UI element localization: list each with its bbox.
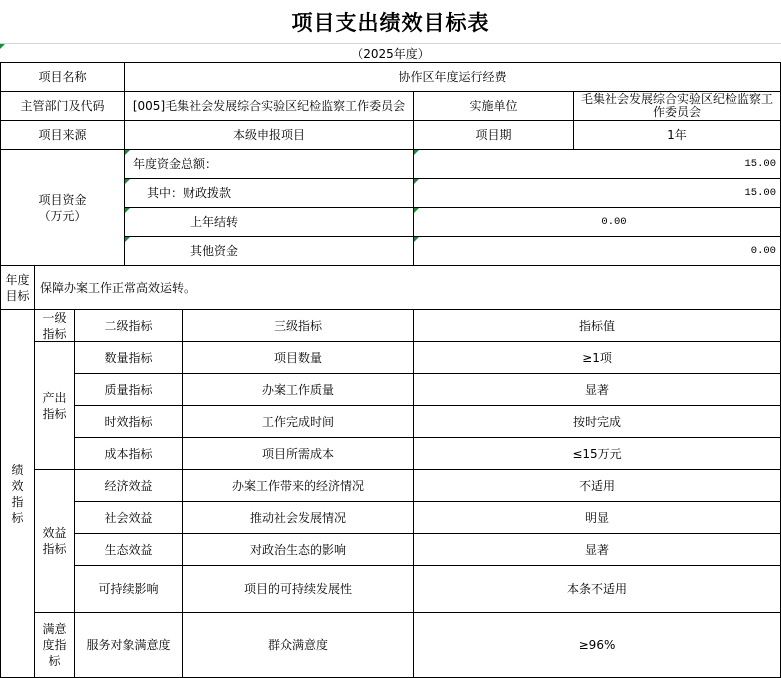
table-row-level3: 办案工作质量 <box>182 373 414 406</box>
table-row-target: ≤15万元 <box>413 437 781 470</box>
table-row-target: 显著 <box>413 533 781 566</box>
fiscal-appropriation-value: 15.00 <box>413 178 781 208</box>
table-row-target: ≥96% <box>413 612 781 678</box>
table-row-target: 不适用 <box>413 469 781 502</box>
green-triangle-icon <box>125 150 130 155</box>
fiscal-appropriation-label: 其中：财政拨款 <box>124 178 414 208</box>
green-triangle-icon <box>125 237 130 242</box>
green-triangle-icon <box>414 208 419 213</box>
table-row-level3: 工作完成时间 <box>182 405 414 438</box>
table-row-level2: 社会效益 <box>74 501 183 534</box>
group-output-label-text: 产出指标 <box>42 390 67 421</box>
header-level1 <box>34 309 75 342</box>
group-benefit-label <box>34 469 75 613</box>
implementing-unit-value: 毛集社会发展综合实验区纪检监察工作委员会 <box>573 91 781 121</box>
project-name-value: 协作区年度运行经费 <box>124 62 781 92</box>
project-period-value: 1年 <box>573 120 781 150</box>
project-funds-label <box>0 149 125 266</box>
project-source-label: 项目来源 <box>0 120 125 150</box>
table-row-target: 明显 <box>413 501 781 534</box>
page-title: 项目支出绩效目标表 <box>291 10 490 35</box>
project-source-value: 本级申报项目 <box>124 120 414 150</box>
header-level1-text: 一级指标 <box>42 310 67 341</box>
table-row-target: 本条不适用 <box>413 565 781 613</box>
annual-goal-value: 保障办案工作正常高效运转。 <box>34 265 781 310</box>
table-row-level3: 项目所需成本 <box>182 437 414 470</box>
carryover-value: 0.00 <box>413 207 781 237</box>
performance-indicators-label-text: 绩效指标 <box>11 462 24 525</box>
header-level3: 三级指标 <box>182 309 414 342</box>
table-row-level2: 成本指标 <box>74 437 183 470</box>
green-triangle-icon <box>414 150 419 155</box>
table-row-target: 显著 <box>413 373 781 406</box>
annual-total-value: 15.00 <box>413 149 781 179</box>
other-funds-label: 其他资金 <box>124 236 414 266</box>
table-row-level2: 经济效益 <box>74 469 183 502</box>
other-funds-value: 0.00 <box>413 236 781 266</box>
annual-goal-label <box>0 265 35 310</box>
header-target: 指标值 <box>413 309 781 342</box>
table-row-level3: 群众满意度 <box>182 612 414 678</box>
table-row-level2: 服务对象满意度 <box>74 612 183 678</box>
table-row-target: 按时完成 <box>413 405 781 438</box>
green-triangle-icon <box>125 179 130 184</box>
annual-goal-label-text: 年度目标 <box>5 272 30 303</box>
project-name-label: 项目名称 <box>0 62 125 92</box>
green-triangle-icon <box>414 179 419 184</box>
table-row-level3: 项目的可持续发展性 <box>182 565 414 613</box>
project-period-label: 项目期 <box>413 120 574 150</box>
annual-total-label: 年度资金总额： <box>124 149 414 179</box>
green-triangle-icon <box>414 237 419 242</box>
table-row-level2: 生态效益 <box>74 533 183 566</box>
performance-indicators-label <box>0 309 35 678</box>
group-output-label <box>34 341 75 470</box>
carryover-label: 上年结转 <box>124 207 414 237</box>
table-row-level2: 质量指标 <box>74 373 183 406</box>
group-satisfaction-label <box>34 612 75 678</box>
table-row-level2: 时效指标 <box>74 405 183 438</box>
green-triangle-icon <box>0 44 5 49</box>
table-row-level2: 数量指标 <box>74 341 183 374</box>
project-funds-label-line2: （万元） <box>38 208 87 223</box>
fiscal-year-label: （2025年度） <box>0 43 781 63</box>
table-row-level3: 推动社会发展情况 <box>182 501 414 534</box>
project-funds-label-line1: 项目资金 <box>38 192 87 207</box>
department-value: [005]毛集社会发展综合实验区纪检监察工作委员会 <box>124 91 414 121</box>
green-triangle-icon <box>125 208 130 213</box>
group-benefit-label-text: 效益指标 <box>42 526 67 556</box>
group-satisfaction-label-text: 满意度指标 <box>42 622 67 668</box>
table-row-level3: 对政治生态的影响 <box>182 533 414 566</box>
table-row-target: ≥1项 <box>413 341 781 374</box>
department-label: 主管部门及代码 <box>0 91 125 121</box>
header-level2: 二级指标 <box>74 309 183 342</box>
table-row-level3: 项目数量 <box>182 341 414 374</box>
implementing-unit-label: 实施单位 <box>413 91 574 121</box>
table-row-level3: 办案工作带来的经济情况 <box>182 469 414 502</box>
table-row-level2: 可持续影响 <box>74 565 183 613</box>
